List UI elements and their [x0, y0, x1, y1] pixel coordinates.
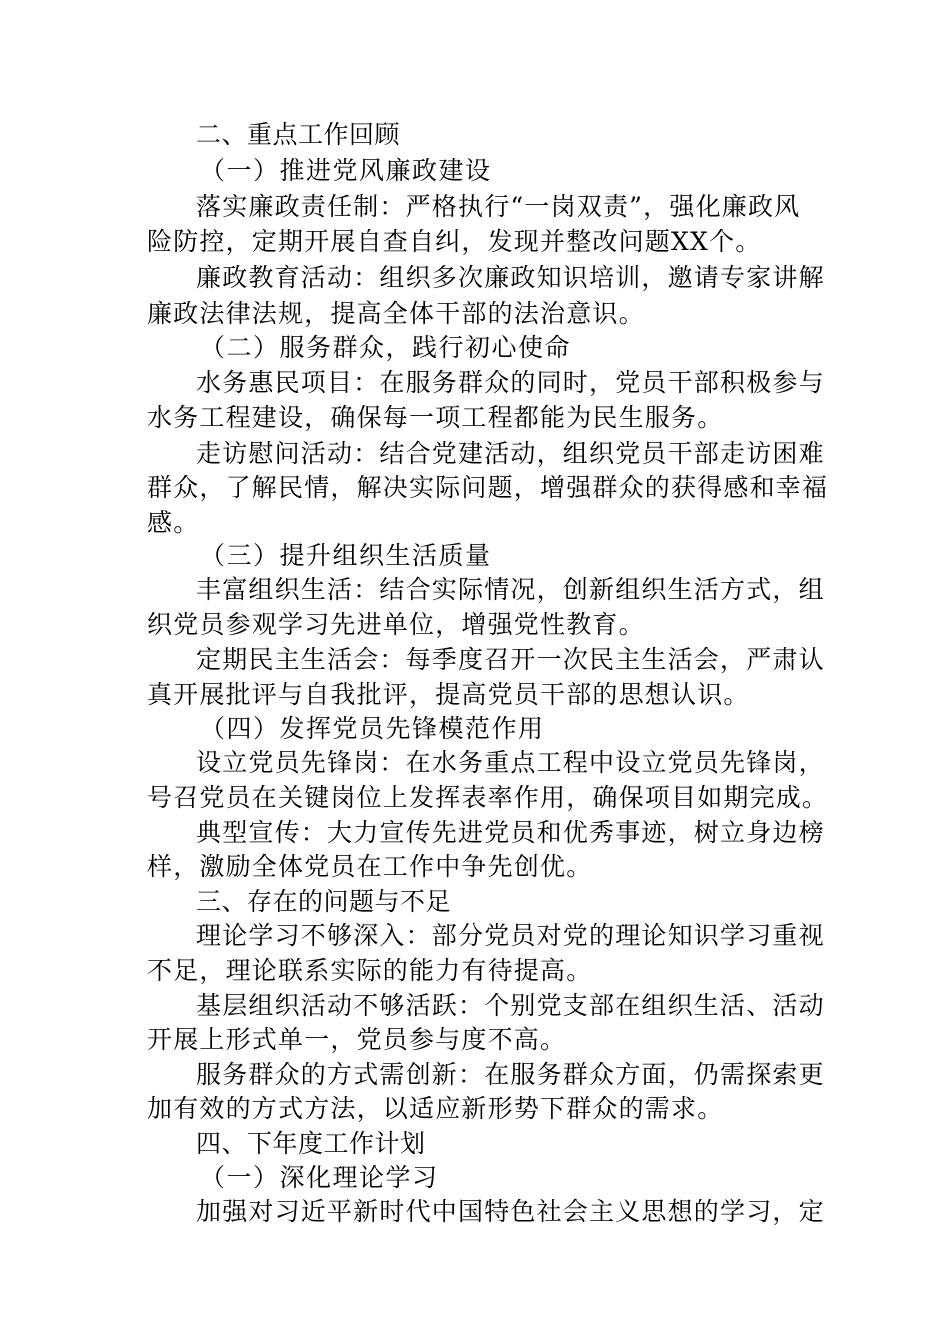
- paragraph-line: 廉政教育活动：组织多次廉政知识培训，邀请专家讲解: [196, 263, 825, 292]
- paragraph-line: 走访慰问活动：结合党建活动，组织党员干部走访困难: [196, 439, 825, 468]
- paragraph-line: 丰富组织生活：结合实际情况，创新组织生活方式，组: [196, 575, 825, 604]
- subsection-heading: （一）深化理论学习: [200, 1163, 439, 1192]
- section-heading-3: 三、存在的问题与不足: [196, 887, 452, 916]
- paragraph-line: 基层组织活动不够活跃：个别党支部在组织生活、活动: [196, 991, 825, 1020]
- paragraph-line: 理论学习不够深入：部分党员对党的理论知识学习重视: [196, 921, 825, 950]
- section-heading-2: 二、重点工作回顾: [196, 120, 401, 149]
- paragraph-line: 样，激励全体党员在工作中争先创优。: [147, 852, 593, 881]
- paragraph-line: 开展上形式单一，党员参与度不高。: [147, 1025, 567, 1054]
- paragraph-line: 加强对习近平新时代中国特色社会主义思想的学习，定: [196, 1197, 825, 1226]
- paragraph-line: 水务工程建设，确保每一项工程都能为民生服务。: [147, 403, 724, 432]
- paragraph-line: 号召党员在关键岗位上发挥表率作用，确保项目如期完成。: [147, 783, 829, 812]
- subsection-heading: （四）发挥党员先锋模范作用: [200, 714, 545, 743]
- paragraph-line: 感。: [147, 508, 200, 537]
- subsection-heading: （三）提升组织生活质量: [200, 541, 492, 570]
- paragraph-line: 水务惠民项目：在服务群众的同时，党员干部积极参与: [196, 368, 825, 397]
- paragraph-line: 服务群众的方式需创新：在服务群众方面，仍需探索更: [196, 1060, 825, 1089]
- paragraph-line: 典型宣传：大力宣传先进党员和优秀事迹，树立身边榜: [196, 818, 825, 847]
- paragraph-line: 险防控，定期开展自查自纠，发现并整改问题XX个。: [147, 227, 762, 256]
- paragraph-line: 加有效的方式方法，以适应新形势下群众的需求。: [147, 1094, 724, 1123]
- paragraph-line: 群众，了解民情，解决实际问题，增强群众的获得感和幸福: [147, 473, 829, 502]
- section-heading-4: 四、下年度工作计划: [196, 1129, 426, 1158]
- subsection-heading: （二）服务群众，践行初心使命: [200, 333, 572, 362]
- paragraph-line: 真开展批评与自我批评，提高党员干部的思想认识。: [147, 680, 750, 709]
- paragraph-line: 定期民主生活会：每季度召开一次民主生活会，严肃认: [196, 645, 825, 674]
- paragraph-line: 设立党员先锋岗：在水务重点工程中设立党员先锋岗，: [196, 748, 825, 777]
- paragraph-line: 廉政法律法规，提高全体干部的法治意识。: [147, 299, 645, 328]
- paragraph-line: 织党员参观学习先进单位，增强党性教育。: [147, 610, 645, 639]
- subsection-heading: （一）推进党风廉政建设: [200, 156, 492, 185]
- paragraph-line: 不足，理论联系实际的能力有待提高。: [147, 956, 593, 985]
- paragraph-line: 落实廉政责任制：严格执行“一岗双责”，强化廉政风: [196, 192, 801, 221]
